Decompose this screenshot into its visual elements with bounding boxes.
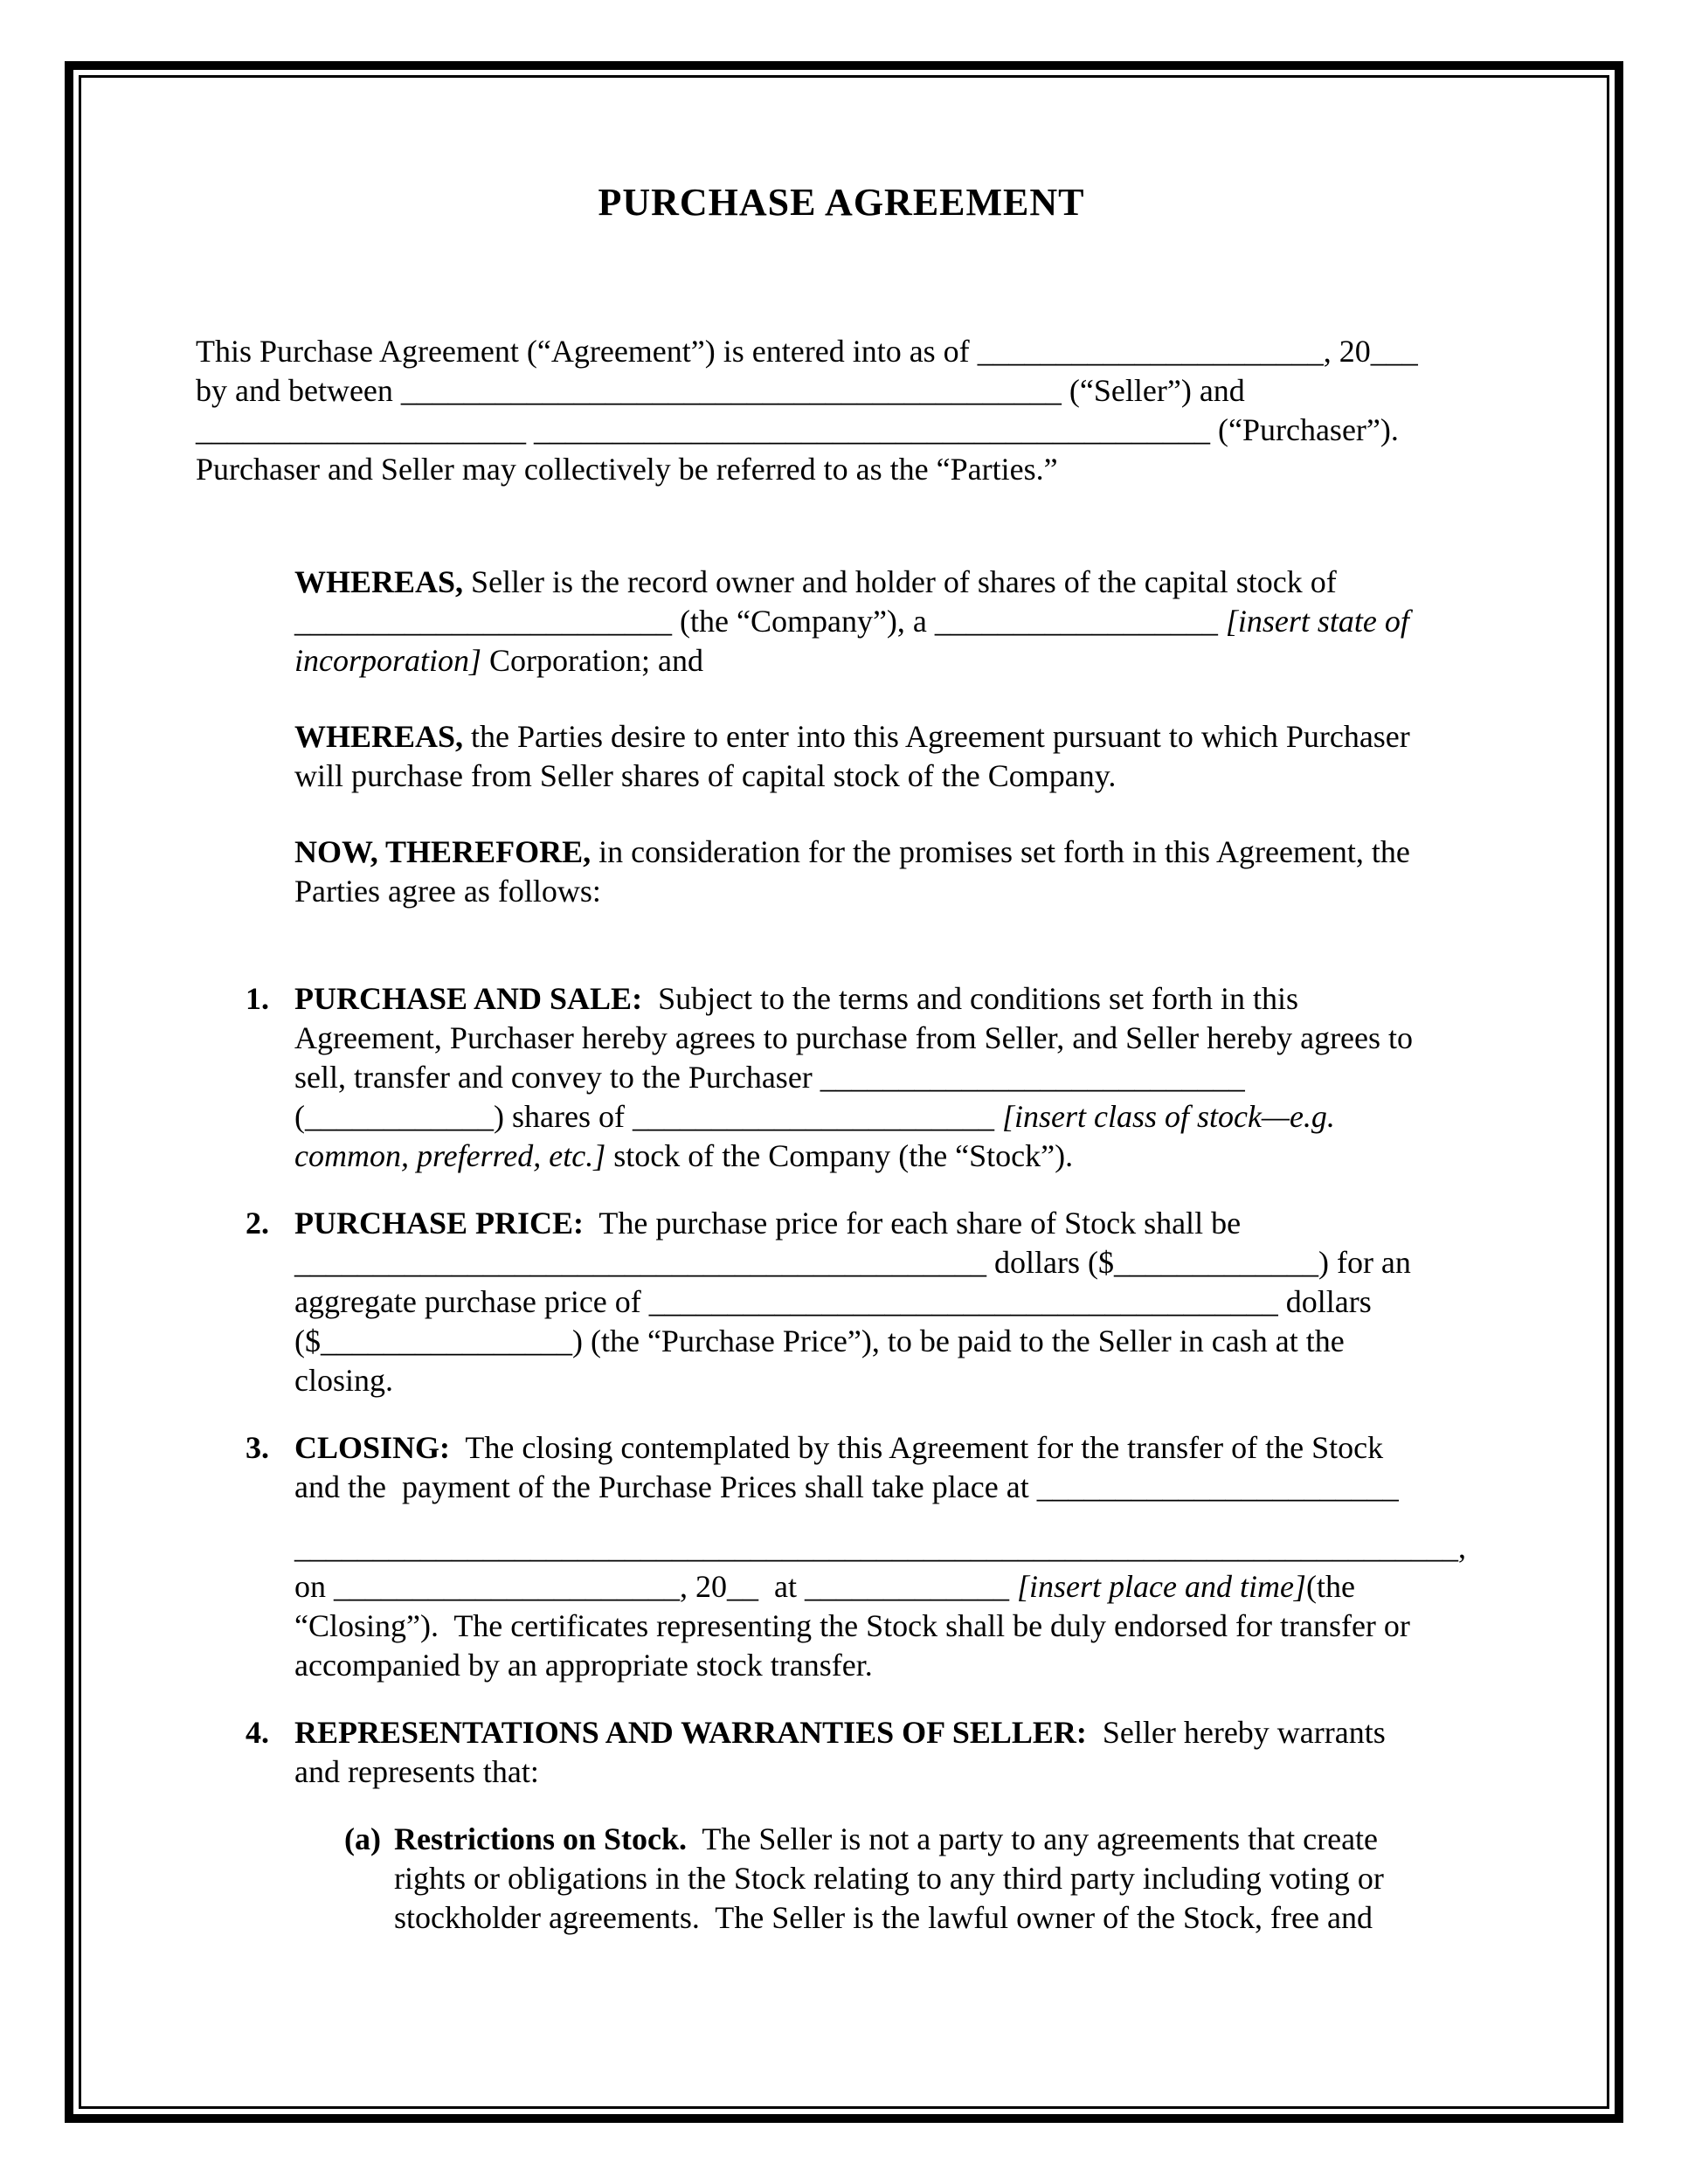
insert-hint: incorporation] bbox=[294, 643, 482, 678]
text-segment: the Parties desire to enter into this Agreement pursuant to which Purchaser bbox=[463, 719, 1410, 754]
text-line bbox=[294, 1243, 1487, 1282]
blank-field-company-name: ________________________ bbox=[294, 604, 672, 639]
blank-field-price-number: _____________ bbox=[1113, 1245, 1318, 1280]
blank-field-seller-name: __________________________________________ bbox=[400, 373, 1062, 408]
text-line bbox=[394, 1820, 1487, 1859]
intro-paragraph bbox=[196, 332, 1487, 489]
blank-field-aggregate-words: ________________________________________ bbox=[648, 1284, 1278, 1319]
text-segment: (the bbox=[1305, 1569, 1355, 1604]
text-line bbox=[294, 1097, 1487, 1137]
blank-field-place-continued: __________________________________________________________________________ bbox=[294, 1530, 1458, 1565]
text-segment: closing. bbox=[294, 1363, 393, 1398]
subsection-heading: Restrictions on Stock. bbox=[394, 1821, 687, 1856]
blank-field-year: ___ bbox=[1370, 334, 1418, 369]
text-line bbox=[294, 1361, 1487, 1400]
text-segment: dollars ($ bbox=[986, 1245, 1114, 1280]
insert-hint: [insert place and time] bbox=[1016, 1569, 1306, 1604]
text-line bbox=[294, 833, 1487, 872]
text-line bbox=[294, 1713, 1487, 1752]
blank-field-closing-time: _____________ bbox=[804, 1569, 1009, 1604]
section-heading: REPRESENTATIONS AND WARRANTIES OF SELLER: bbox=[294, 1715, 1087, 1750]
text-segment: Parties agree as follows: bbox=[294, 874, 601, 909]
text-segment: Agreement, Purchaser hereby agrees to purchase from Seller, and Seller hereby agrees to bbox=[294, 1020, 1414, 1055]
text-segment: ) for an bbox=[1318, 1245, 1411, 1280]
text-line bbox=[294, 757, 1487, 796]
section-number: 1. bbox=[246, 981, 269, 1016]
text-line bbox=[294, 563, 1487, 602]
text-segment: (“Seller”) and bbox=[1061, 373, 1245, 408]
text-segment: “Closing”). The certificates representing the Stock shall be duly endorsed for transfer or bbox=[294, 1608, 1410, 1643]
text-segment bbox=[994, 1099, 1002, 1134]
text-line bbox=[294, 1322, 1487, 1361]
text-segment: ) shares of bbox=[494, 1099, 633, 1134]
text-line bbox=[294, 1428, 1487, 1468]
text-segment: The purchase price for each share of Stock shall be bbox=[584, 1206, 1242, 1241]
whereas-recital-2 bbox=[294, 717, 1487, 796]
text-segment: Subject to the terms and conditions set forth in this bbox=[642, 981, 1298, 1016]
text-segment: on bbox=[294, 1569, 334, 1604]
text-segment: ) (the “Purchase Price”), to be paid to the Seller in cash at the bbox=[572, 1324, 1345, 1358]
text-segment: accompanied by an appropriate stock transfer. bbox=[294, 1648, 873, 1683]
text-segment: and represents that: bbox=[294, 1754, 539, 1789]
blank-field-shares-number: ____________ bbox=[305, 1099, 494, 1134]
blank-field: _____________________ bbox=[196, 412, 526, 447]
section-heading: PURCHASE AND SALE: bbox=[294, 981, 643, 1016]
section-number: 3. bbox=[246, 1430, 269, 1465]
text-segment: (“Purchaser”). bbox=[1210, 412, 1399, 447]
insert-hint: common, preferred, etc.] bbox=[294, 1138, 606, 1173]
subsection-label: (a) bbox=[344, 1821, 381, 1856]
text-segment: aggregate purchase price of bbox=[294, 1284, 649, 1319]
page-title: PURCHASE AGREEMENT bbox=[598, 181, 1085, 224]
text-segment: Corporation; and bbox=[481, 643, 703, 678]
text-segment: Seller hereby warrants bbox=[1086, 1715, 1386, 1750]
blank-field-state: __________________ bbox=[934, 604, 1218, 639]
text-line bbox=[294, 872, 1487, 911]
blank-field-shares-words: ___________________________ bbox=[820, 1060, 1245, 1095]
text-segment: The closing contemplated by this Agreement for the transfer of the Stock bbox=[450, 1430, 1384, 1465]
text-line bbox=[294, 1646, 1487, 1685]
text-line bbox=[196, 411, 1487, 450]
blank-field-date: ______________________ bbox=[977, 334, 1324, 369]
text-line bbox=[294, 602, 1487, 641]
section-number: 2. bbox=[246, 1206, 269, 1241]
text-line bbox=[294, 1058, 1487, 1097]
blank-field-closing-date: ______________________ bbox=[334, 1569, 680, 1604]
now-therefore-keyword: NOW, THEREFORE, bbox=[294, 834, 591, 869]
text-line bbox=[294, 1204, 1487, 1243]
text-segment: sell, transfer and convey to the Purchaser bbox=[294, 1060, 820, 1095]
text-segment: by and between bbox=[196, 373, 401, 408]
insert-hint: [insert class of stock—e.g. bbox=[1001, 1099, 1335, 1134]
whereas-recital-1 bbox=[294, 563, 1487, 681]
text-line bbox=[196, 371, 1487, 411]
whereas-keyword: WHEREAS, bbox=[294, 564, 464, 599]
text-line bbox=[196, 332, 1487, 371]
section-representations-warranties bbox=[196, 1713, 1487, 1792]
text-segment: , bbox=[1458, 1530, 1466, 1565]
text-line bbox=[294, 1528, 1487, 1567]
subsection-restrictions-on-stock bbox=[196, 1820, 1487, 1938]
blank-field-place: _______________________ bbox=[1036, 1469, 1399, 1504]
text-segment: This Purchase Agreement (“Agreement”) is entered into as of bbox=[196, 334, 978, 369]
whereas-keyword: WHEREAS, bbox=[294, 719, 464, 754]
text-segment: Seller is the record owner and holder of shares of the capital stock of bbox=[463, 564, 1337, 599]
text-line bbox=[294, 641, 1487, 681]
text-segment: ( bbox=[294, 1099, 305, 1134]
text-segment bbox=[1218, 604, 1226, 639]
text-segment: , 20 bbox=[1323, 334, 1371, 369]
text-line bbox=[294, 1752, 1487, 1792]
text-segment: will purchase from Seller shares of capital stock of the Company. bbox=[294, 758, 1117, 793]
text-segment: and the payment of the Purchase Prices shall take place at bbox=[294, 1469, 1037, 1504]
section-heading: PURCHASE PRICE: bbox=[294, 1206, 585, 1241]
text-line bbox=[294, 1607, 1487, 1646]
text-line bbox=[294, 1137, 1487, 1176]
section-number: 4. bbox=[246, 1715, 269, 1750]
text-segment: stock of the Company (the “Stock”). bbox=[605, 1138, 1074, 1173]
text-segment: in consideration for the promises set forth in this Agreement, the bbox=[591, 834, 1410, 869]
section-closing bbox=[196, 1428, 1487, 1685]
text-line bbox=[294, 1468, 1487, 1507]
text-segment: rights or obligations in the Stock relating to any third party including voting or bbox=[394, 1861, 1384, 1896]
section-purchase-price bbox=[196, 1204, 1487, 1400]
section-heading: CLOSING: bbox=[294, 1430, 451, 1465]
text-segment: (the “Company”), a bbox=[672, 604, 935, 639]
blank-field-closing-year: __ bbox=[727, 1569, 758, 1604]
text-segment: stockholder agreements. The Seller is the lawful owner of the Stock, free and bbox=[394, 1900, 1373, 1935]
text-line bbox=[294, 1567, 1487, 1607]
text-segment: Purchaser and Seller may collectively be referred to as the “Parties.” bbox=[196, 452, 1058, 487]
text-line bbox=[294, 717, 1487, 757]
text-segment: dollars bbox=[1277, 1284, 1372, 1319]
document-content bbox=[196, 180, 1487, 1938]
text-line bbox=[294, 979, 1487, 1019]
text-segment: at bbox=[758, 1569, 805, 1604]
text-segment bbox=[526, 412, 534, 447]
text-segment: ($ bbox=[294, 1324, 321, 1358]
section-purchase-and-sale bbox=[196, 979, 1487, 1176]
text-line bbox=[394, 1859, 1487, 1898]
text-line bbox=[196, 450, 1487, 489]
blank-field-aggregate-number: ________________ bbox=[321, 1324, 572, 1358]
text-line bbox=[294, 1019, 1487, 1058]
blank-field-price-words: ____________________________________________ bbox=[294, 1245, 986, 1280]
now-therefore-clause bbox=[294, 833, 1487, 911]
text-segment: The Seller is not a party to any agreements that create bbox=[687, 1821, 1379, 1856]
blank-field-purchaser-name: ___________________________________________ bbox=[534, 412, 1210, 447]
insert-hint: [insert state of bbox=[1225, 604, 1409, 639]
text-line bbox=[294, 1282, 1487, 1322]
blank-field-stock-class: _______________________ bbox=[632, 1099, 994, 1134]
text-segment: , 20 bbox=[680, 1569, 727, 1604]
text-line bbox=[394, 1898, 1487, 1938]
text-segment bbox=[1009, 1569, 1017, 1604]
